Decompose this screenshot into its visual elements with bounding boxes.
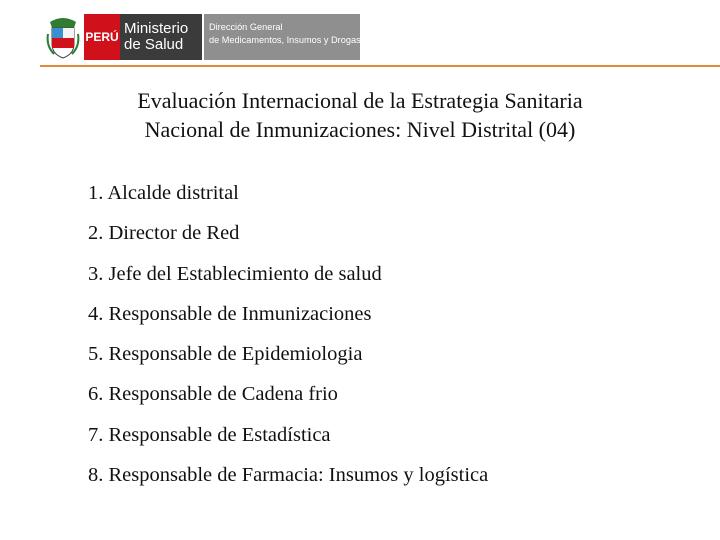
list-item-number: 5. — [88, 343, 104, 366]
list-item — [88, 339, 488, 379]
ministry-logo-label — [120, 14, 202, 60]
list-item — [88, 259, 488, 299]
list-item-text: Responsable de Inmunizaciones — [108, 302, 372, 325]
list-item-text: Responsable de Cadena frio — [108, 383, 338, 406]
list-item-text: Director de Red — [108, 222, 240, 245]
list-item-text: Responsable de Farmacia: Insumos y logística — [108, 464, 489, 487]
list-item-text: Responsable de Epidemiologia — [108, 343, 363, 366]
list-item-text: Alcalde distrital — [107, 182, 239, 204]
list-item-number: 4. — [88, 302, 104, 325]
list-item — [88, 420, 488, 460]
list-item — [88, 460, 488, 500]
direction-line-2: de Medicamentos, Insumos y Drogas — [209, 35, 361, 45]
list-item-number: 1. — [88, 182, 104, 204]
list-item — [88, 178, 488, 218]
list-item-number: 6. — [88, 383, 104, 406]
direction-line-1: Dirección General — [209, 22, 283, 32]
slide-title-line-1: Evaluación Internacional de la Estrategia Sanitaria — [137, 88, 583, 113]
ministry-line-1: Ministerio — [124, 20, 189, 37]
slide-title-line-2: Nacional de Inmunizaciones: Nivel Distrital (04) — [144, 117, 576, 142]
header — [0, 0, 720, 68]
slide-title — [60, 86, 660, 144]
list-item-number: 2. — [88, 222, 104, 245]
coat-of-arms-icon — [46, 14, 80, 60]
header-divider — [40, 65, 720, 67]
list-item-number: 7. — [88, 423, 104, 446]
list-item-number: 8. — [88, 464, 104, 487]
list-item-text: Responsable de Estadística — [108, 423, 331, 446]
participant-list — [88, 178, 488, 500]
list-item — [88, 218, 488, 258]
list-item — [88, 379, 488, 419]
list-item — [88, 299, 488, 339]
direction-logo-label — [204, 14, 360, 60]
list-item-text: Jefe del Establecimiento de salud — [108, 262, 382, 285]
peru-logo-label: PERÚ — [84, 14, 120, 60]
list-item-number: 3. — [88, 262, 104, 285]
ministry-line-2: de Salud — [124, 36, 184, 53]
